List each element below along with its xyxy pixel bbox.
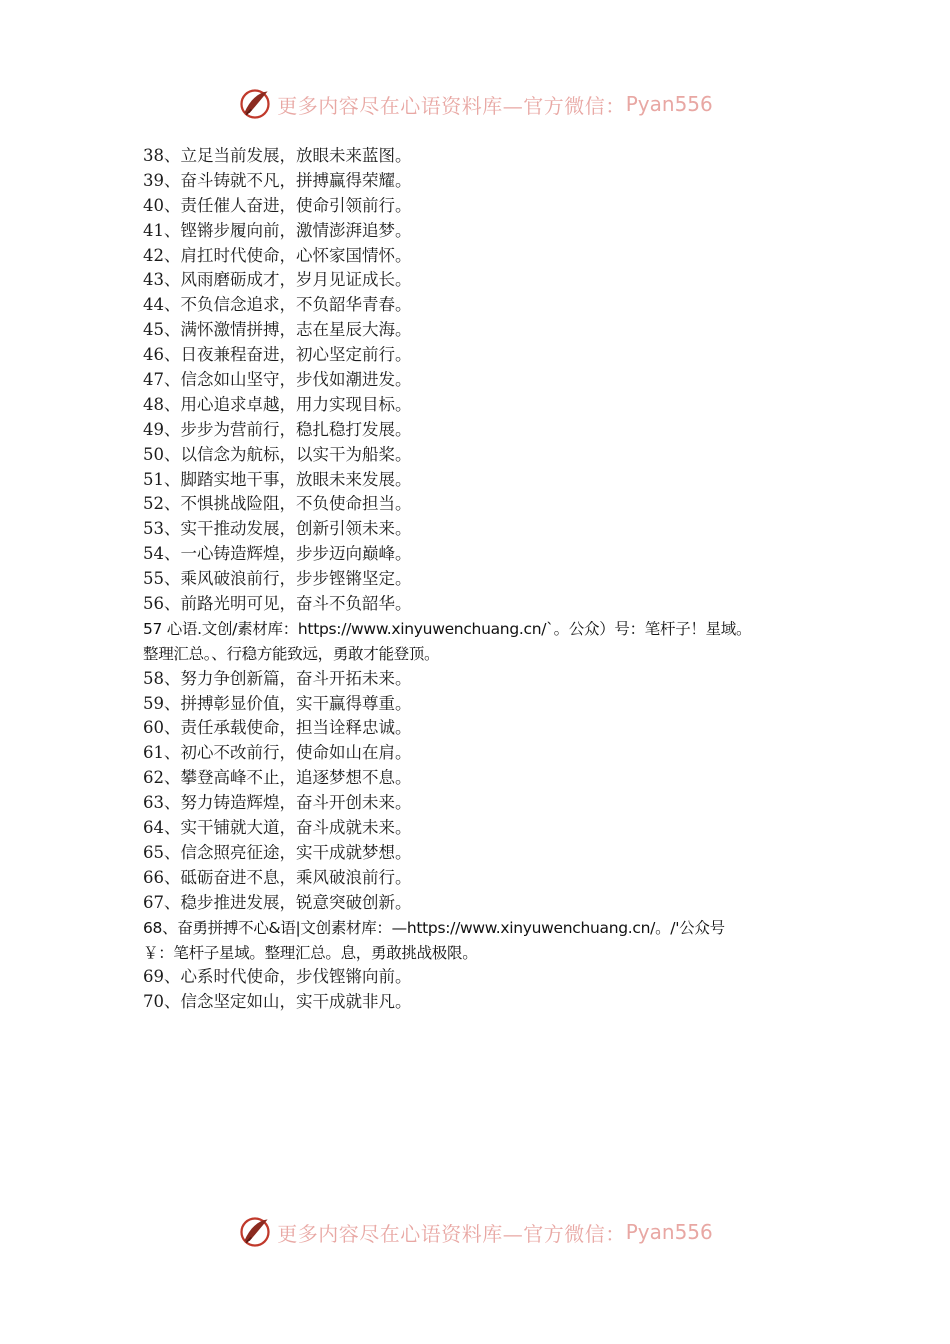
list-item: 53、实干推动发展，创新引领未来。 [143,519,412,539]
list-item: 51、脚踏实地干事，放眼未来发展。 [143,469,412,489]
list-item: 63、努力铸造辉煌，奋斗开创未来。 [143,793,412,813]
list-item: 41、铿锵步履向前，激情澎湃追梦。 [143,220,412,240]
list-item: 38、立足当前发展，放眼未来蓝图。 [143,146,412,165]
list-item: 52、不惧挑战险阻，不负使命担当。 [143,494,412,514]
list-item: 61、初心不改前行，使命如山在肩。 [143,743,412,763]
footer-banner [0,1210,950,1254]
watermark-line: 整理汇总。、行稳方能致远，勇敢才能登顶。 [143,644,440,663]
list-item: 50、以信念为航标，以实干为船桨。 [143,444,412,464]
list-item: 64、实干铺就大道，奋斗成就未来。 [143,818,412,838]
list-item: 62、攀登高峰不止，追逐梦想不息。 [143,768,412,788]
header-wechat-id: Pyan556 [625,92,713,116]
list-item: 54、一心铸造辉煌，步步迈向巅峰。 [143,544,412,564]
list-item: 55、乘风破浪前行，步步铿锵坚定。 [143,569,412,589]
watermark-line: ￥：笔杆子星域。整理汇总。息，勇敢挑战极限。 [143,943,478,962]
list-item: 43、风雨磨砺成才，岁月见证成长。 [143,270,412,290]
watermark-line: 68、奋勇拼搏不心&语|文创素材库：—https://www.xinyuwenchuang.cn/。/'公众号 [143,918,725,937]
list-item: 66、砥砺奋进不息，乘风破浪前行。 [143,867,412,887]
header-text: 更多内容尽在心语资料库—官方微信： [277,93,626,118]
list-item: 48、用心追求卓越，用力实现目标。 [143,394,412,414]
list-item: 39、奋斗铸就不凡，拼搏赢得荣耀。 [143,170,412,190]
watermark-line: 57 心语.文创/素材库：https://www.xinyuwenchuang.cn/`。公众）号：笔杆子！星域。 [143,619,752,638]
list-item: 40、责任催人奋进，使命引领前行。 [143,195,412,215]
header-banner [0,82,950,126]
document-body [143,144,843,1015]
footer-text: 更多内容尽在心语资料库—官方微信： [277,1221,626,1246]
list-item: 45、满怀激情拼搏，志在星辰大海。 [143,320,412,340]
list-item: 59、拼搏彰显价值，实干赢得尊重。 [143,693,412,713]
list-item: 69、心系时代使命，步伐铿锵向前。 [143,967,412,987]
pen-logo-icon [237,86,273,122]
list-item: 60、责任承载使命，担当诠释忠诚。 [143,718,412,738]
list-item: 56、前路光明可见，奋斗不负韶华。 [143,594,412,614]
list-item: 47、信念如山坚守，步伐如潮进发。 [143,370,412,390]
list-item: 70、信念坚定如山，实干成就非凡。 [143,992,412,1012]
list-item: 67、稳步推进发展，锐意突破创新。 [143,892,412,912]
list-item: 49、步步为营前行，稳扎稳打发展。 [143,419,412,439]
list-item: 44、不负信念追求，不负韶华青春。 [143,295,412,315]
list-item: 42、肩扛时代使命，心怀家国情怀。 [143,245,412,265]
list-item: 58、努力争创新篇，奋斗开拓未来。 [143,668,412,688]
list-item: 65、信念照亮征途，实干成就梦想。 [143,842,412,862]
pen-logo-icon [237,1214,273,1250]
list-item: 46、日夜兼程奋进，初心坚定前行。 [143,345,412,365]
footer-wechat-id: Pyan556 [625,1220,713,1244]
